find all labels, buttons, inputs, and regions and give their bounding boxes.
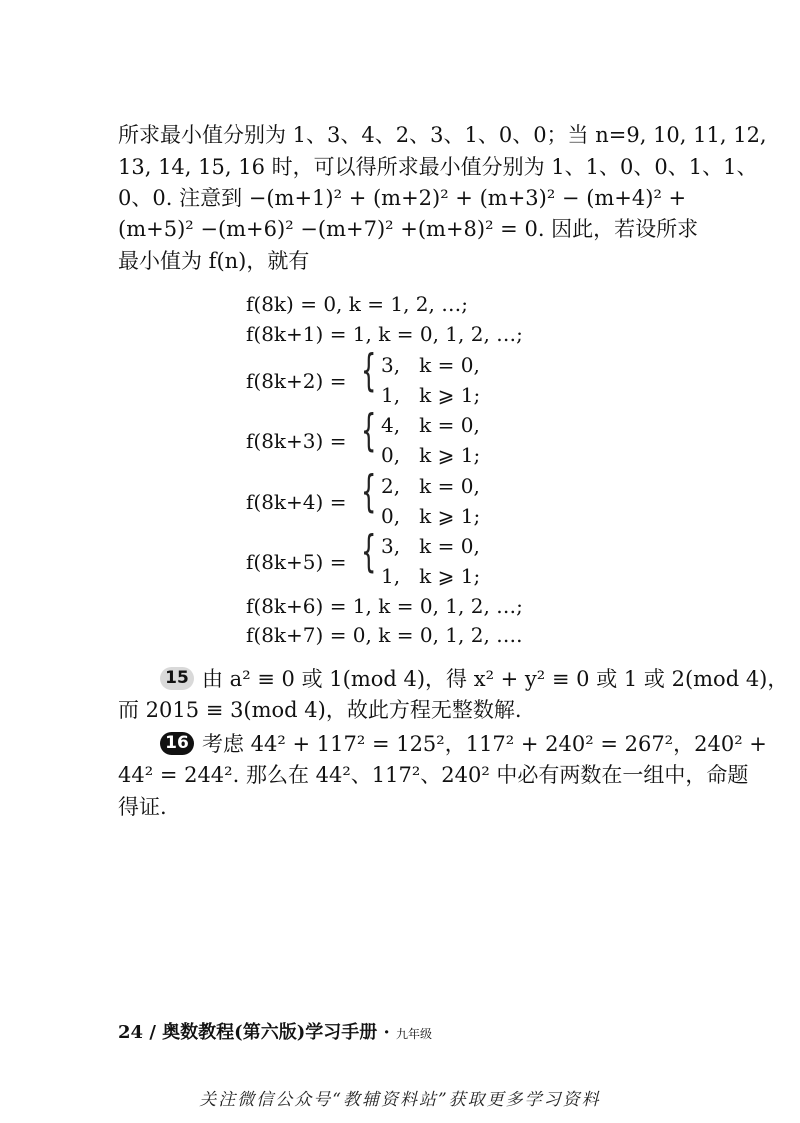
- paragraph-line-5: 最小值为 f(n)，就有: [118, 249, 310, 273]
- equation-f8k7: f(8k+7) = 0, k = 0, 1, 2, ….: [246, 623, 523, 647]
- problem-16-line-2: 44² = 244². 那么在 44²、117²、240² 中必有两数在一组中，命题: [118, 763, 749, 787]
- case-line: 3, k = 0,: [381, 353, 480, 377]
- left-brace-icon: {: [361, 345, 377, 396]
- case-line: 0, k ⩾ 1;: [381, 443, 481, 467]
- page-footer: [118, 1018, 432, 1044]
- case-line: 2, k = 0,: [381, 474, 480, 498]
- left-brace-icon: {: [361, 526, 377, 577]
- book-title: 奥数教程(第六版)学习手册 ·: [162, 1022, 390, 1043]
- problem-number-badge: 16: [160, 732, 194, 755]
- left-brace-icon: {: [361, 466, 377, 517]
- paragraph-line-3: 0、0. 注意到 −(m+1)² + (m+2)² + (m+3)² − (m+4)² +: [118, 186, 687, 210]
- problem-16-line-3: 得证.: [118, 795, 167, 819]
- equation-lhs: f(8k+5) =: [246, 550, 347, 574]
- problem-15-line-2: 而 2015 ≡ 3(mod 4)，故此方程无整数解.: [118, 698, 522, 722]
- equation-f8k6: f(8k+6) = 1, k = 0, 1, 2, …;: [246, 594, 523, 618]
- problem-15-line-1: 由 a² ≡ 0 或 1(mod 4)，得 x² + y² ≡ 0 或 1 或 2(mod 4)，: [202, 667, 789, 691]
- case-line: 3, k = 0,: [381, 534, 480, 558]
- case-line: 0, k ⩾ 1;: [381, 504, 481, 528]
- paragraph-line-2: 13, 14, 15, 16 时，可以得所求最小值分别为 1、1、0、0、1、1、: [118, 155, 758, 179]
- equation-lhs: f(8k+3) =: [246, 429, 347, 453]
- paragraph-line-4: (m+5)² −(m+6)² −(m+7)² +(m+8)² = 0. 因此，若设所求: [118, 217, 699, 241]
- equation-lhs: f(8k+2) =: [246, 369, 347, 393]
- left-brace-icon: {: [361, 405, 377, 456]
- problem-16-line-1: 考虑 44² + 117² = 125²，117² + 240² = 267²，240² +: [202, 732, 767, 756]
- grade-label: 九年级: [396, 1027, 433, 1041]
- equation-f8k: f(8k) = 0, k = 1, 2, …;: [246, 292, 468, 316]
- equation-f8k1: f(8k+1) = 1, k = 0, 1, 2, …;: [246, 322, 523, 346]
- equation-lhs: f(8k+4) =: [246, 490, 347, 514]
- case-line: 1, k ⩾ 1;: [381, 383, 481, 407]
- page-number: 24 /: [118, 1022, 156, 1043]
- paragraph-line-1: 所求最小值分别为 1、3、4、2、3、1、0、0；当 n=9, 10, 11, 12,: [118, 123, 767, 147]
- case-line: 4, k = 0,: [381, 413, 480, 437]
- watermark-text: 关注微信公众号“教辅资料站”获取更多学习资料: [199, 1090, 601, 1110]
- case-line: 1, k ⩾ 1;: [381, 564, 481, 588]
- problem-number-badge: 15: [160, 667, 194, 690]
